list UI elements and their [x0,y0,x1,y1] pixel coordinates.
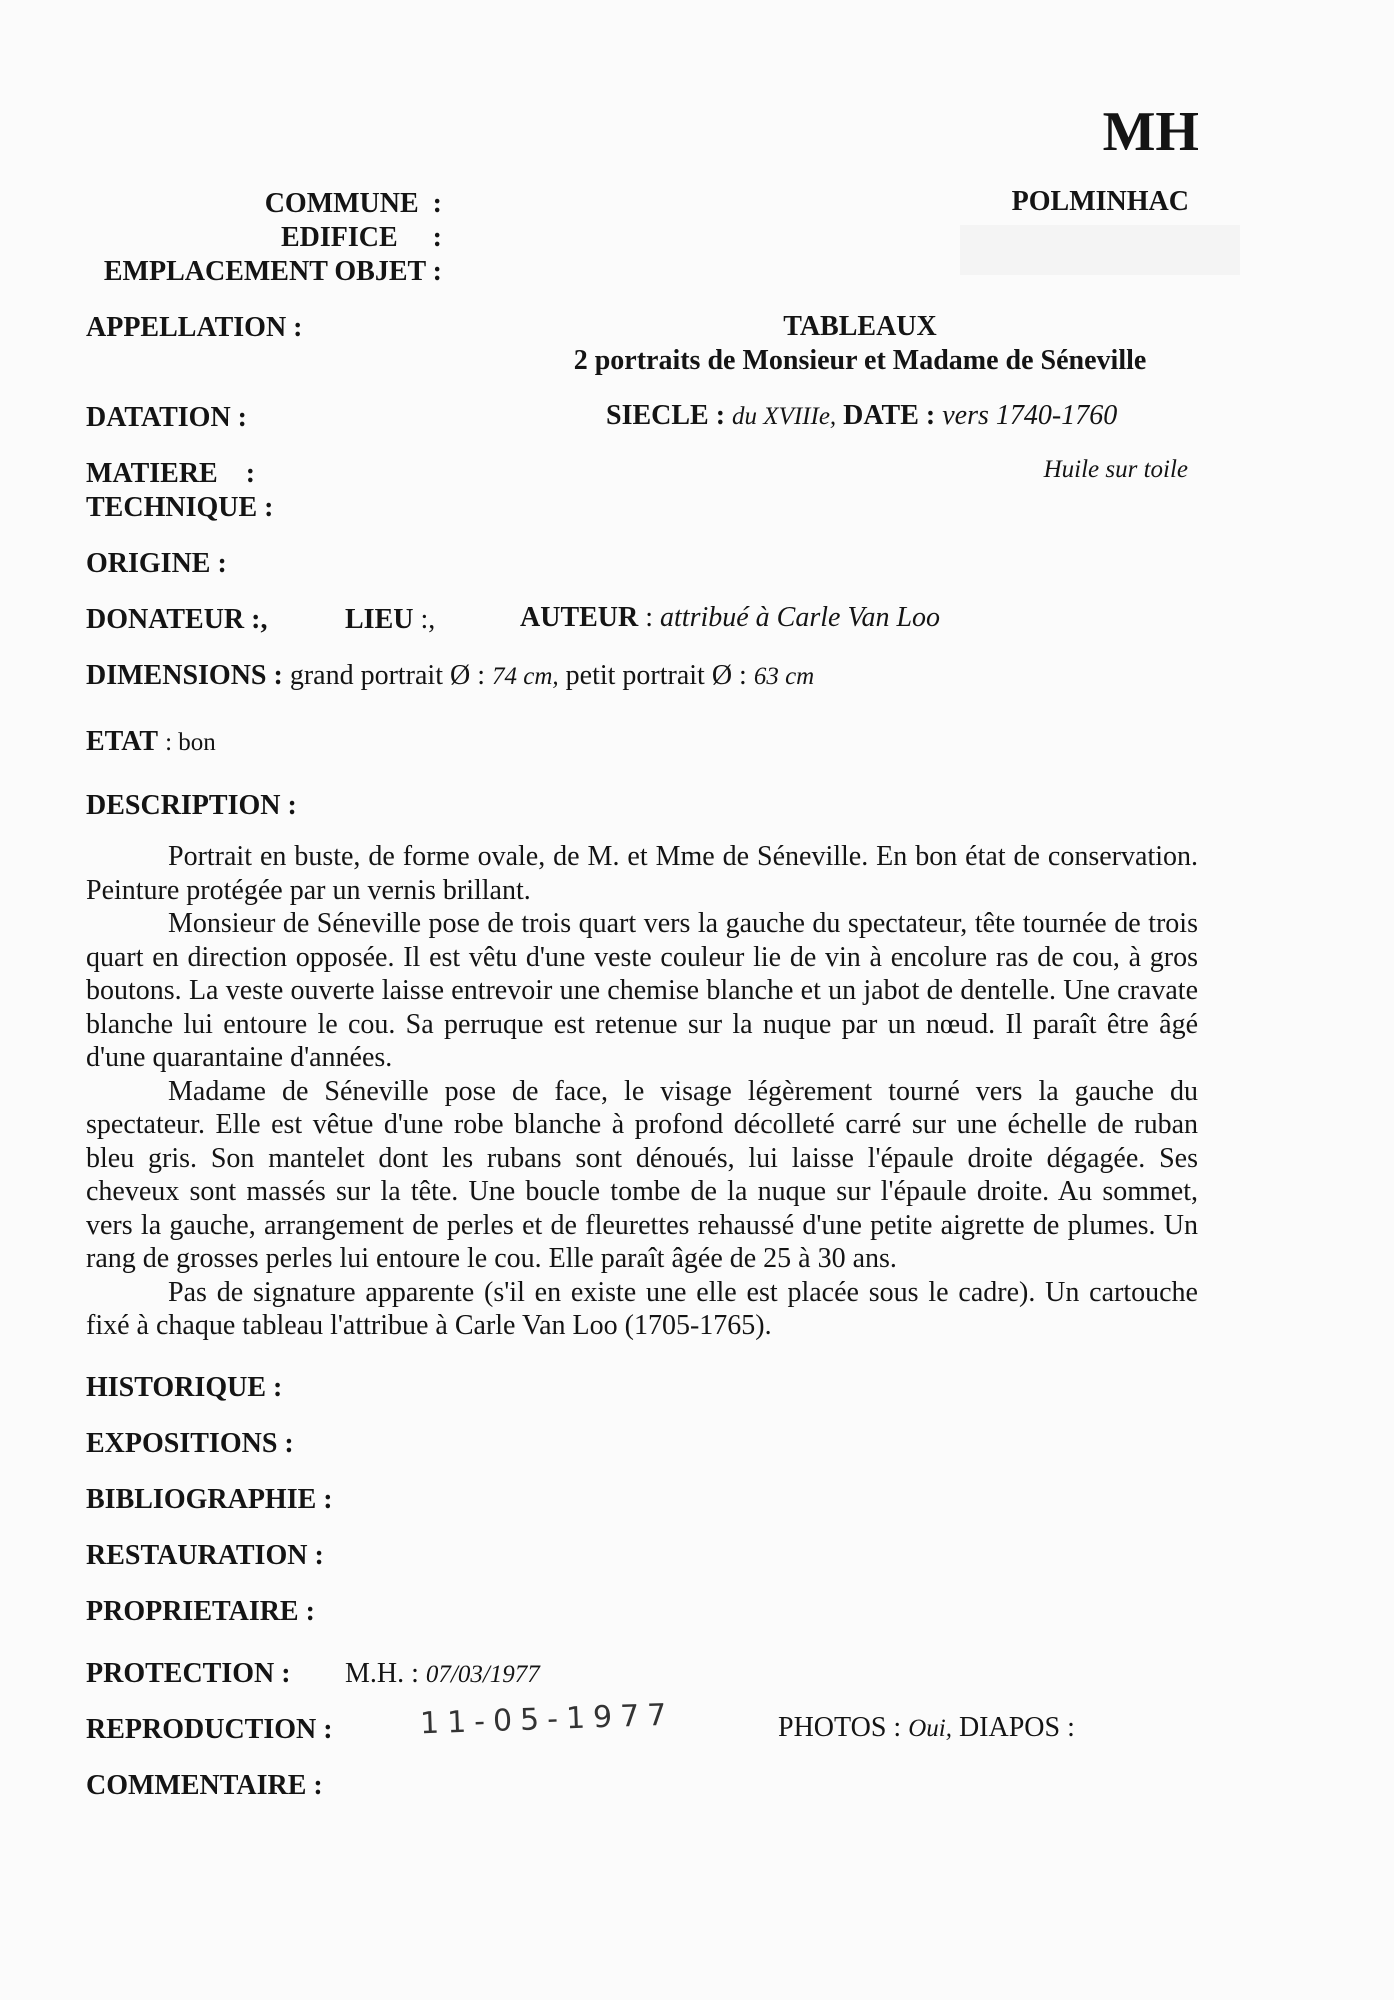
etat-field [86,726,216,758]
datation-value [606,400,1117,432]
auteur-label: AUTEUR [520,602,639,633]
auteur-field [520,602,940,634]
dimensions-grand-value: 74 cm, [491,663,559,690]
historique-label: HISTORIQUE : [86,1372,283,1403]
description-body [86,840,1198,1343]
photos-field [778,1712,1075,1744]
commune-value: POLMINHAC [1011,186,1189,217]
expositions-label: EXPOSITIONS : [86,1428,294,1459]
description-label: DESCRIPTION : [86,790,297,821]
bibliographie-label: BIBLIOGRAPHIE : [86,1484,333,1515]
protection-prefix: M.H. : [345,1658,419,1689]
lieu-suffix: :, [420,604,436,635]
lieu-field [345,604,435,636]
technique-label: TECHNIQUE : [86,492,274,523]
commentaire-label: COMMENTAIRE : [86,1770,323,1801]
appellation-label: APPELLATION : [86,312,303,343]
matiere-label: MATIERE : [86,458,256,489]
handwritten-date: 11-05-1977 [419,1697,675,1742]
date-label: DATE : [843,400,936,431]
siecle-value: du XVIIIe, [732,403,837,430]
etat-value: : bon [165,729,216,756]
header-code: MH [1102,101,1199,163]
origine-label: ORIGINE : [86,548,227,579]
description-paragraph: Madame de Séneville pose de face, le visage légèrement tourné vers la gauche du spectateur. Elle est vêtue d'une robe blanche à profond décolleté carré sur une échelle de ruban bleu gris. Son mantelet dont les rubans sont dénoués, lui laisse l'épaule droite dégagée. Ses cheveux sont massés sur la tête. Une boucle tombe de la nuque sur l'épaule droite. Au sommet, vers la gauche, arrangement de perles et de fleurettes rehaussé d'une petite aigrette de plumes. Un rang de grosses perles lui entoure le cou. Elle paraît âgée de 25 à 30 ans. [86,1075,1198,1274]
datation-label: DATATION : [86,402,247,433]
diapos-label: DIAPOS : [958,1712,1075,1743]
appellation-line2: 2 portraits de Monsieur et Madame de Séneville [573,345,1147,376]
proprietaire-label: PROPRIETAIRE : [86,1596,315,1627]
auteur-value: attribué à Carle Van Loo [660,602,941,633]
protection-value [345,1658,540,1690]
appellation-line1: TABLEAUX [783,311,937,342]
dimensions-petit-value: 63 cm [753,663,815,690]
commune-label: COMMUNE : [264,188,442,219]
description-paragraph: Monsieur de Séneville pose de trois quart vers la gauche du spectateur, tête tournée de trois quart en direction opposée. Il est vêtu d'une veste couleur lie de vin à encolure ras de cou, à gros boutons. La veste ouverte laisse entrevoir une chemise blanche et un jabot de dentelle. Une cravate blanche lui entoure le cou. Sa perruque est retenue sur la nuque par un nœud. Il paraît être âgé d'une quarantaine d'années. [86,908,1198,1073]
photos-value: Oui, [908,1715,952,1742]
protection-label: PROTECTION : [86,1658,291,1689]
edifice-label: EDIFICE : [280,222,442,253]
dimensions-petit-label: petit portrait Ø : [565,660,747,691]
auteur-sep: : [645,602,654,633]
etat-label: ETAT [86,726,159,757]
dimensions-label: DIMENSIONS : [86,660,283,691]
lieu-label: LIEU [345,604,414,635]
matiere-value: Huile sur toile [1043,456,1188,483]
description-paragraph: Portrait en buste, de forme ovale, de M. et Mme de Séneville. En bon état de conservation. Peinture protégée par un vernis brillant. [86,841,1198,906]
photos-label: PHOTOS : [778,1712,902,1743]
dimensions-grand-label: grand portrait Ø : [289,660,485,691]
dimensions-field [86,660,814,692]
protection-date: 07/03/1977 [425,1661,540,1688]
donateur-label: DONATEUR :, [86,604,268,635]
appellation-value [520,310,1200,378]
emplacement-label: EMPLACEMENT OBJET : [103,256,442,287]
date-value: vers 1740-1760 [942,400,1118,431]
scan-smudge [960,225,1240,275]
description-paragraph: Pas de signature apparente (s'il en existe une elle est placée sous le cadre). Un cartouche fixé à chaque tableau l'attribue à Carle Van Loo (1705-1765). [86,1276,1198,1341]
reproduction-label: REPRODUCTION : [86,1714,333,1745]
restauration-label: RESTAURATION : [86,1540,324,1571]
siecle-label: SIECLE : [606,400,726,431]
